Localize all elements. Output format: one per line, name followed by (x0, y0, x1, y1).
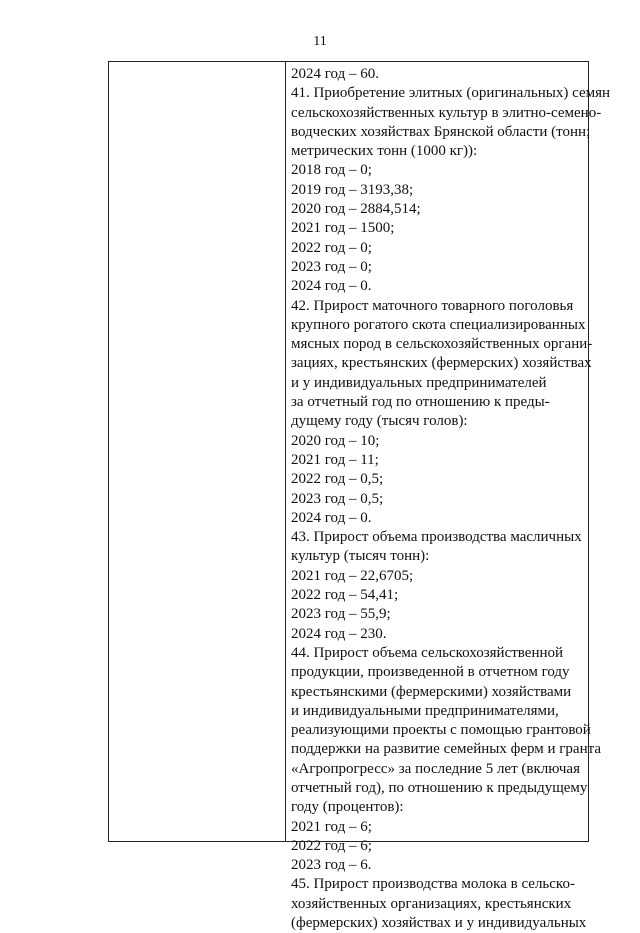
text-line: 2020 год – 2884,514; (291, 201, 421, 218)
text-line: 44. Прирост объема сельскохозяйственной (291, 644, 564, 661)
text-line: 45. Прирост производства молока в сельско- (291, 876, 575, 893)
text-line: продукции, произведенной в отчетном году (291, 664, 570, 681)
text-line: отчетный год), по отношению к предыдущему (291, 779, 588, 796)
text-line: 2023 год – 55,9; (291, 606, 391, 623)
text-line: 2023 год – 6. (291, 857, 372, 874)
text-line: 2023 год – 0,5; (291, 490, 384, 507)
text-line: 2023 год – 0; (291, 258, 372, 275)
text-line: 2022 год – 0; (291, 239, 372, 256)
text-line: 2021 год – 6; (291, 818, 372, 835)
text-line: 2019 год – 3193,38; (291, 181, 414, 198)
text-line: 2021 год – 11; (291, 451, 379, 468)
table-frame (108, 61, 611, 932)
text-line: крестьянскими (фермерскими) хозяйствами (291, 683, 572, 700)
text-line: 2022 год – 54,41; (291, 587, 399, 604)
text-line: крупного рогатого скота специализированных (291, 316, 586, 333)
text-line: году (процентов): (291, 799, 404, 816)
page-number: 11 (313, 34, 327, 49)
text-line: 43. Прирост объема производства масличных (291, 529, 582, 546)
text-line: за отчетный год по отношению к преды- (291, 394, 550, 411)
text-line: зациях, крестьянских (фермерских) хозяйствах (291, 355, 592, 372)
text-line: 2018 год – 0; (291, 162, 372, 179)
text-line: и у индивидуальных предпринимателей (291, 374, 547, 391)
text-line: дущему году (тысяч голов): (291, 413, 468, 430)
text-line: реализующими проекты с помощью грантовой (291, 722, 591, 739)
right-column-cell (291, 65, 611, 933)
text-line: 2024 год – 230. (291, 625, 387, 642)
text-line: сельскохозяйственных культур в элитно-семено- (291, 104, 602, 121)
text-line: 41. Приобретение элитных (оригинальных) семян (291, 85, 611, 102)
text-line: и индивидуальными предпринимателями, (291, 702, 559, 719)
text-line: 2024 год – 0. (291, 509, 372, 526)
text-line: 2021 год – 1500; (291, 220, 395, 237)
text-line: 2022 год – 6; (291, 837, 372, 854)
text-line: «Агропрогресс» за последние 5 лет (включая (291, 760, 580, 777)
text-line: метрических тонн (1000 кг)): (291, 143, 478, 160)
text-line: 42. Прирост маточного товарного поголовья (291, 297, 574, 314)
text-line: 2024 год – 0. (291, 278, 372, 295)
text-line: 2021 год – 22,6705; (291, 567, 414, 584)
left-column-cell (109, 62, 286, 842)
text-line: поддержки на развитие семейных ферм и гранта (291, 741, 601, 758)
text-line: хозяйственных организациях, крестьянских (291, 895, 572, 912)
text-line: мясных пород в сельскохозяйственных органи- (291, 336, 593, 353)
table-bottom-border (108, 841, 589, 842)
text-line: 2022 год – 0,5; (291, 471, 384, 488)
text-line: 2020 год – 10; (291, 432, 380, 449)
text-line: (фермерских) хозяйствах и у индивидуальных (291, 915, 587, 932)
text-line: водческих хозяйствах Брянской области (тонн; (291, 123, 591, 140)
text-line: 2024 год – 60. (291, 66, 379, 82)
text-line: культур (тысяч тонн): (291, 548, 430, 565)
